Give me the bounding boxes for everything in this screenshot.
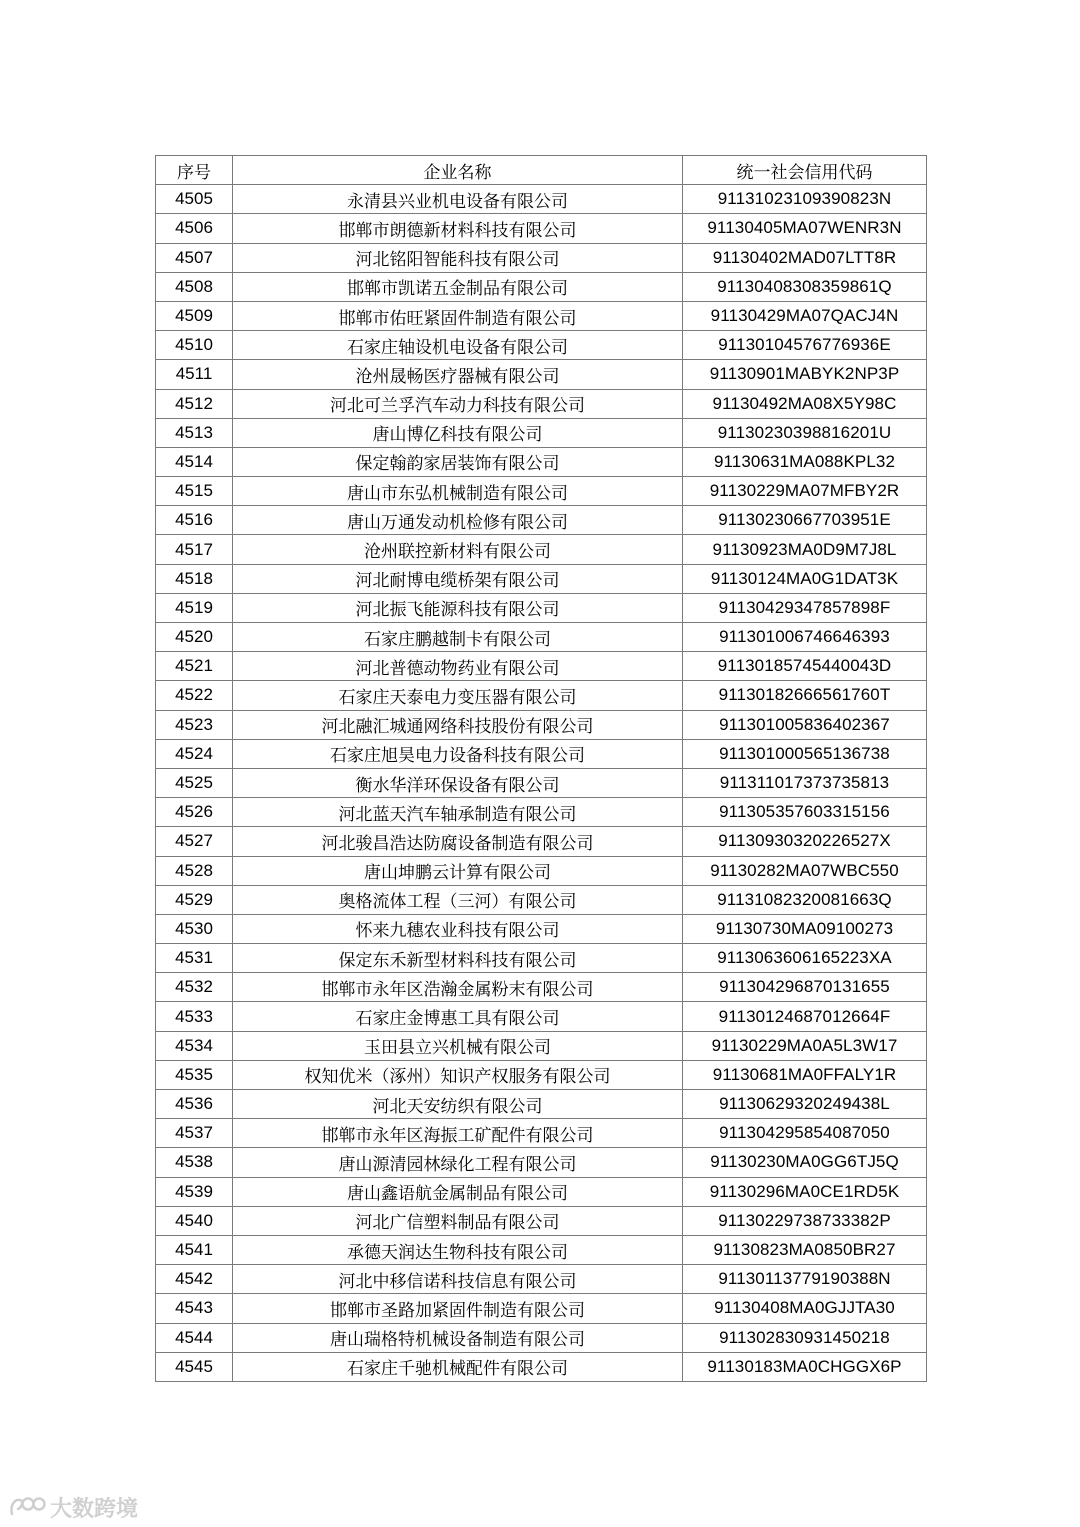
credit-code-cell: 91130185745440043D [683,652,927,681]
credit-code-cell: 91130823MA0850BR27 [683,1235,927,1264]
credit-code-cell: 91130429347857898F [683,593,927,622]
credit-code-cell: 91130104576776936E [683,331,927,360]
credit-code-cell: 91130492MA08X5Y98C [683,389,927,418]
serial-cell: 4517 [156,535,233,564]
serial-cell: 4516 [156,506,233,535]
table-row [156,214,927,243]
serial-cell: 4525 [156,768,233,797]
company-name-cell: 河北可兰孚汽车动力科技有限公司 [233,389,683,418]
serial-cell: 4527 [156,827,233,856]
serial-cell: 4515 [156,477,233,506]
table-row [156,710,927,739]
credit-code-cell: 91130930320226527X [683,827,927,856]
credit-code-cell: 911311017373735813 [683,768,927,797]
serial-cell: 4528 [156,856,233,885]
header-company-name: 企业名称 [233,156,683,185]
credit-code-cell: 9113063606165223XA [683,944,927,973]
credit-code-cell: 91130629320249438L [683,1090,927,1119]
company-name-cell: 唐山坤鹏云计算有限公司 [233,856,683,885]
enterprise-table [155,155,927,1382]
table-row [156,681,927,710]
serial-cell: 4535 [156,1060,233,1089]
serial-cell: 4542 [156,1265,233,1294]
table-row [156,1031,927,1060]
serial-cell: 4514 [156,447,233,476]
company-name-cell: 河北融汇城通网络科技股份有限公司 [233,710,683,739]
company-name-cell: 沧州联控新材料有限公司 [233,535,683,564]
table-row [156,360,927,389]
company-name-cell: 河北耐博电缆桥架有限公司 [233,564,683,593]
serial-cell: 4505 [156,185,233,214]
table-row [156,1206,927,1235]
company-name-cell: 河北普德动物药业有限公司 [233,652,683,681]
credit-code-cell: 91130901MABYK2NP3P [683,360,927,389]
table-row [156,1177,927,1206]
table-row [156,1119,927,1148]
serial-cell: 4506 [156,214,233,243]
company-name-cell: 沧州晟畅医疗器械有限公司 [233,360,683,389]
serial-cell: 4534 [156,1031,233,1060]
credit-code-cell: 91130182666561760T [683,681,927,710]
table-row [156,477,927,506]
credit-code-cell: 911301006746646393 [683,623,927,652]
credit-code-cell: 911305357603315156 [683,798,927,827]
credit-code-cell: 91130282MA07WBC550 [683,856,927,885]
company-name-cell: 河北铭阳智能科技有限公司 [233,243,683,272]
serial-cell: 4520 [156,623,233,652]
table-row [156,798,927,827]
company-name-cell: 河北中移信诺科技信息有限公司 [233,1265,683,1294]
company-name-cell: 唐山鑫语航金属制品有限公司 [233,1177,683,1206]
credit-code-cell: 911304296870131655 [683,973,927,1002]
header-credit-code: 统一社会信用代码 [683,156,927,185]
header-serial: 序号 [156,156,233,185]
credit-code-cell: 911302830931450218 [683,1323,927,1352]
company-name-cell: 唐山源清园林绿化工程有限公司 [233,1148,683,1177]
credit-code-cell: 911301005836402367 [683,710,927,739]
company-name-cell: 河北天安纺织有限公司 [233,1090,683,1119]
credit-code-cell: 91130230398816201U [683,418,927,447]
serial-cell: 4532 [156,973,233,1002]
credit-code-cell: 91130405MA07WENR3N [683,214,927,243]
serial-cell: 4530 [156,914,233,943]
company-name-cell: 唐山万通发动机检修有限公司 [233,506,683,535]
table-row [156,272,927,301]
credit-code-cell: 91130229738733382P [683,1206,927,1235]
serial-cell: 4539 [156,1177,233,1206]
company-name-cell: 河北蓝天汽车轴承制造有限公司 [233,798,683,827]
serial-cell: 4507 [156,243,233,272]
serial-cell: 4531 [156,944,233,973]
company-name-cell: 唐山博亿科技有限公司 [233,418,683,447]
serial-cell: 4541 [156,1235,233,1264]
watermark [8,1490,138,1524]
serial-cell: 4513 [156,418,233,447]
table-row [156,1235,927,1264]
table-row [156,1352,927,1381]
company-name-cell: 石家庄旭昊电力设备科技有限公司 [233,739,683,768]
table-row [156,1148,927,1177]
company-name-cell: 邯郸市佑旺紧固件制造有限公司 [233,301,683,330]
table-row [156,827,927,856]
table-row [156,1002,927,1031]
table-row [156,593,927,622]
company-name-cell: 河北骏昌浩达防腐设备制造有限公司 [233,827,683,856]
serial-cell: 4519 [156,593,233,622]
serial-cell: 4543 [156,1294,233,1323]
table-row [156,768,927,797]
serial-cell: 4521 [156,652,233,681]
table-row [156,856,927,885]
table-row [156,1323,927,1352]
table-row [156,243,927,272]
table-body [156,185,927,1382]
credit-code-cell: 91130296MA0CE1RD5K [683,1177,927,1206]
company-name-cell: 衡水华洋环保设备有限公司 [233,768,683,797]
company-name-cell: 石家庄轴设机电设备有限公司 [233,331,683,360]
credit-code-cell: 91130124687012664F [683,1002,927,1031]
credit-code-cell: 91130124MA0G1DAT3K [683,564,927,593]
company-name-cell: 唐山瑞格特机械设备制造有限公司 [233,1323,683,1352]
company-name-cell: 玉田县立兴机械有限公司 [233,1031,683,1060]
company-name-cell: 永清县兴业机电设备有限公司 [233,185,683,214]
credit-code-cell: 911301000565136738 [683,739,927,768]
company-name-cell: 保定东禾新型材料科技有限公司 [233,944,683,973]
serial-cell: 4512 [156,389,233,418]
credit-code-cell: 91130183MA0CHGGX6P [683,1352,927,1381]
credit-code-cell: 91130229MA0A5L3W17 [683,1031,927,1060]
table-row [156,506,927,535]
table-row [156,1090,927,1119]
serial-cell: 4537 [156,1119,233,1148]
table-row [156,944,927,973]
table-row [156,418,927,447]
table-row [156,914,927,943]
table-row [156,535,927,564]
company-name-cell: 怀来九穗农业科技有限公司 [233,914,683,943]
serial-cell: 4510 [156,331,233,360]
header-row [156,156,927,185]
serial-cell: 4538 [156,1148,233,1177]
company-name-cell: 河北广信塑料制品有限公司 [233,1206,683,1235]
company-name-cell: 承德天润达生物科技有限公司 [233,1235,683,1264]
table-row [156,301,927,330]
credit-code-cell: 91130408MA0GJJTA30 [683,1294,927,1323]
table-row [156,447,927,476]
credit-code-cell: 91130229MA07MFBY2R [683,477,927,506]
company-name-cell: 邯郸市朗德新材料科技有限公司 [233,214,683,243]
watermark-text: 大数跨境 [50,1496,139,1522]
table-row [156,1265,927,1294]
credit-code-cell: 91131023109390823N [683,185,927,214]
table-row [156,185,927,214]
table-row [156,652,927,681]
company-name-cell: 邯郸市永年区海振工矿配件有限公司 [233,1119,683,1148]
credit-code-cell: 91130730MA09100273 [683,914,927,943]
serial-cell: 4544 [156,1323,233,1352]
serial-cell: 4533 [156,1002,233,1031]
company-name-cell: 邯郸市永年区浩瀚金属粉末有限公司 [233,973,683,1002]
credit-code-cell: 91130408308359861Q [683,272,927,301]
table-row [156,331,927,360]
company-name-cell: 唐山市东弘机械制造有限公司 [233,477,683,506]
company-name-cell: 石家庄鹏越制卡有限公司 [233,623,683,652]
serial-cell: 4511 [156,360,233,389]
table-row [156,973,927,1002]
table-row [156,885,927,914]
company-name-cell: 邯郸市圣路加紧固件制造有限公司 [233,1294,683,1323]
credit-code-cell: 91130681MA0FFALY1R [683,1060,927,1089]
serial-cell: 4526 [156,798,233,827]
credit-code-cell: 91131082320081663Q [683,885,927,914]
credit-code-cell: 91130113779190388N [683,1265,927,1294]
serial-cell: 4518 [156,564,233,593]
serial-cell: 4536 [156,1090,233,1119]
serial-cell: 4523 [156,710,233,739]
company-name-cell: 石家庄天泰电力变压器有限公司 [233,681,683,710]
credit-code-cell: 91130230MA0GG6TJ5Q [683,1148,927,1177]
table-row [156,389,927,418]
table-row [156,1060,927,1089]
serial-cell: 4524 [156,739,233,768]
credit-code-cell: 91130230667703951E [683,506,927,535]
serial-cell: 4529 [156,885,233,914]
serial-cell: 4522 [156,681,233,710]
credit-code-cell: 911304295854087050 [683,1119,927,1148]
company-name-cell: 石家庄金博惠工具有限公司 [233,1002,683,1031]
company-name-cell: 邯郸市凯诺五金制品有限公司 [233,272,683,301]
company-name-cell: 石家庄千驰机械配件有限公司 [233,1352,683,1381]
table-header [156,156,927,185]
brand-logo-icon [8,1494,46,1520]
company-name-cell: 权知优米（涿州）知识产权服务有限公司 [233,1060,683,1089]
credit-code-cell: 91130923MA0D9M7J8L [683,535,927,564]
serial-cell: 4509 [156,301,233,330]
table-row [156,623,927,652]
credit-code-cell: 91130402MAD07LTT8R [683,243,927,272]
table-row [156,564,927,593]
credit-code-cell: 91130429MA07QACJ4N [683,301,927,330]
company-name-cell: 奥格流体工程（三河）有限公司 [233,885,683,914]
table-row [156,739,927,768]
serial-cell: 4540 [156,1206,233,1235]
table-row [156,1294,927,1323]
serial-cell: 4508 [156,272,233,301]
company-name-cell: 河北振飞能源科技有限公司 [233,593,683,622]
company-name-cell: 保定翰韵家居装饰有限公司 [233,447,683,476]
credit-code-cell: 91130631MA088KPL32 [683,447,927,476]
serial-cell: 4545 [156,1352,233,1381]
